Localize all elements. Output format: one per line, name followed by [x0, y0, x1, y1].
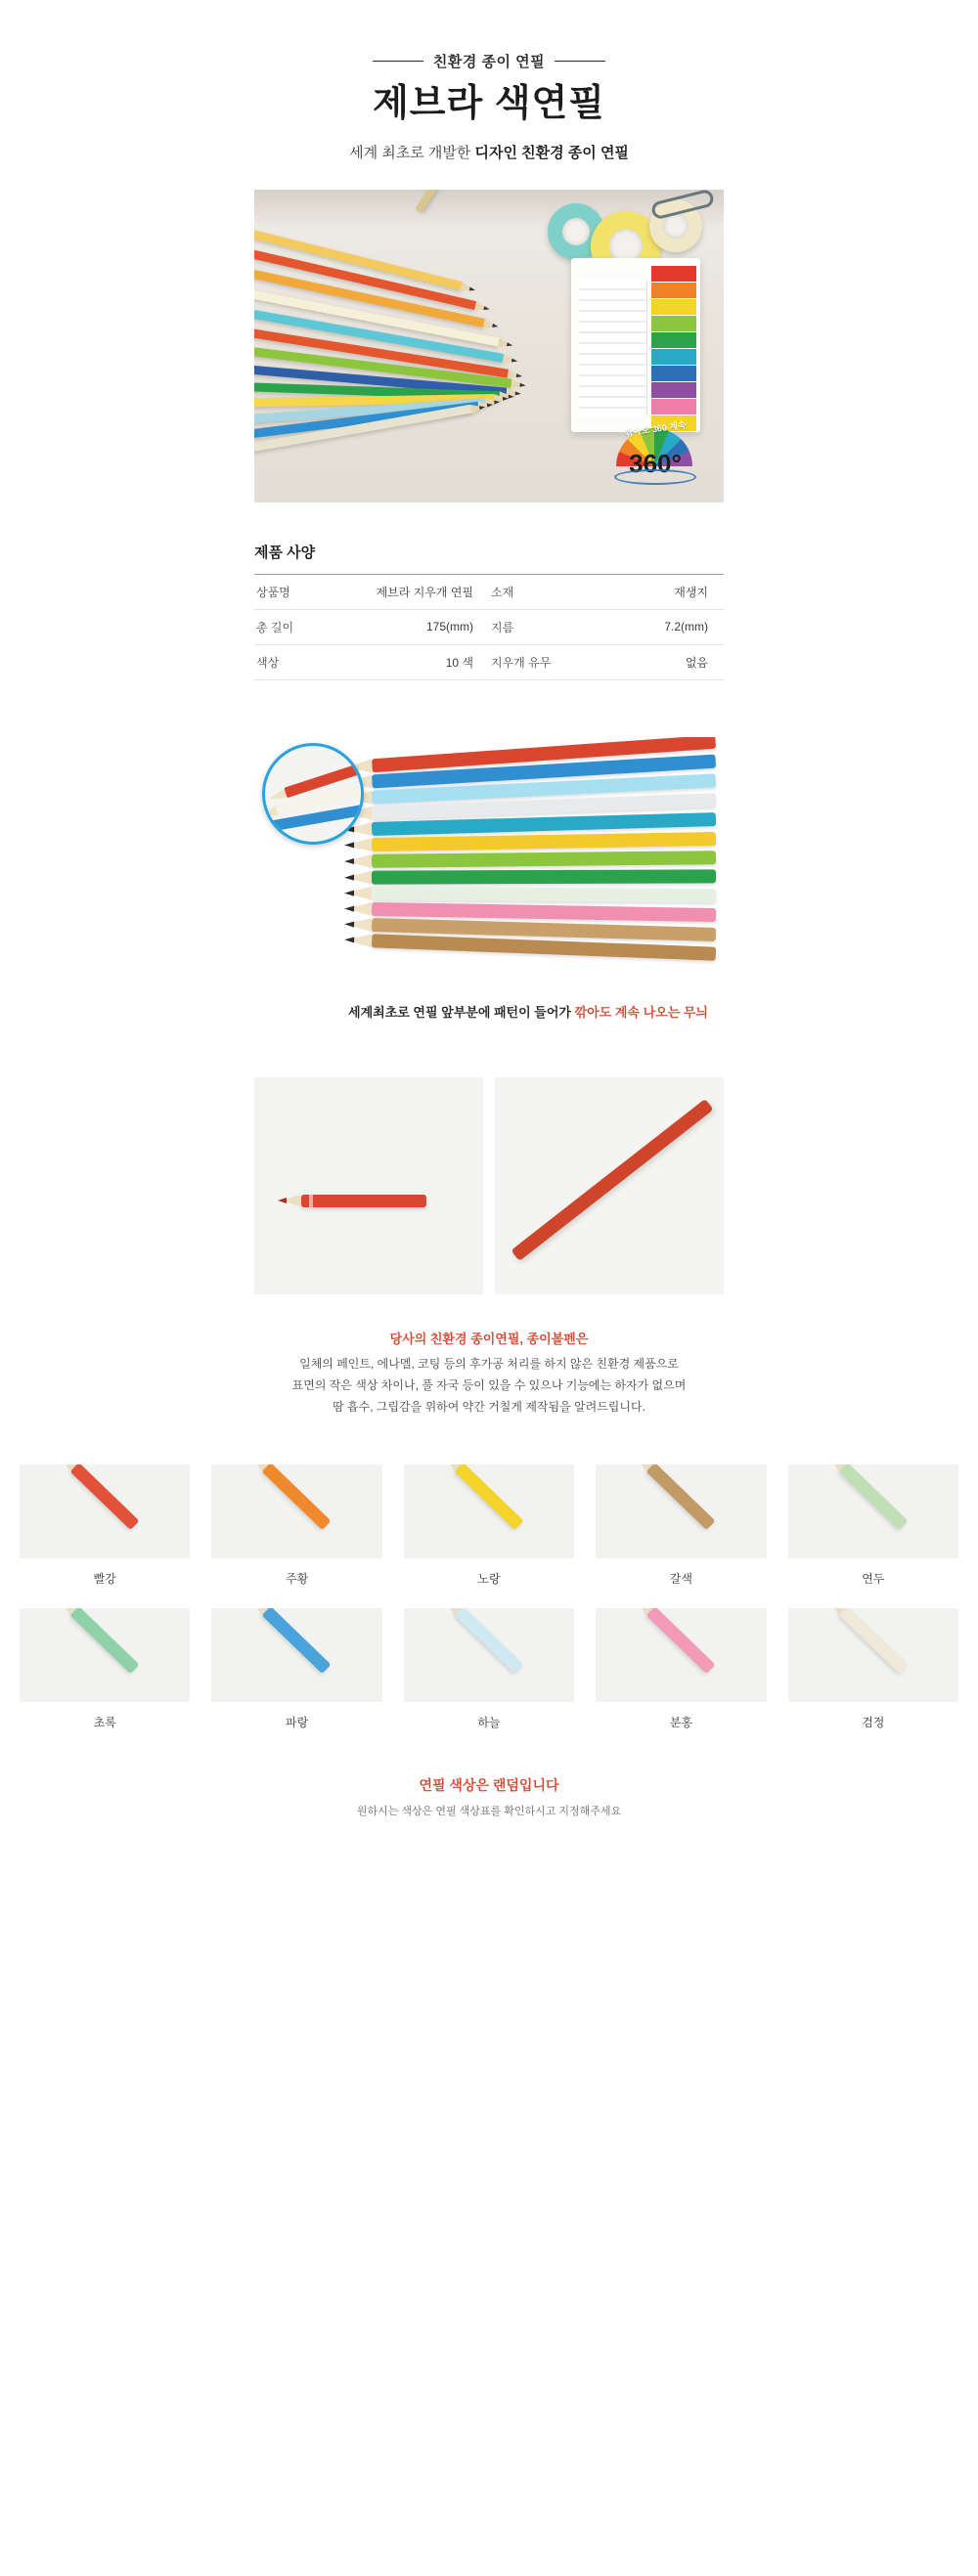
- table-row: [254, 609, 724, 644]
- eco-notice: [186, 1328, 792, 1419]
- spec-value: 제브라 지우개 연필: [376, 585, 473, 599]
- notepad-lines: [579, 280, 647, 416]
- spec-label: 색상: [256, 655, 280, 670]
- badge-360: [602, 420, 708, 493]
- spec-value: 10 색: [445, 655, 473, 670]
- spec-label: 총 길이: [256, 620, 294, 634]
- hero-image-wrapper: [254, 190, 724, 502]
- swatch-photo: [20, 1464, 190, 1558]
- rule-right: [555, 61, 605, 62]
- swatch-item[interactable]: [596, 1464, 766, 1587]
- swatch-pencil: [454, 1464, 523, 1530]
- page-header: [0, 0, 978, 162]
- swatch-pencil: [70, 1608, 140, 1674]
- swatch-pencil: [838, 1608, 908, 1674]
- swatch-item[interactable]: [788, 1608, 958, 1730]
- spec-value: 재생지: [674, 585, 708, 599]
- rule-left: [373, 61, 423, 62]
- badge-ellipse: [614, 469, 696, 485]
- spec-table: [254, 574, 724, 680]
- swatch-item[interactable]: [596, 1608, 766, 1730]
- swatch-label: 초록: [93, 1716, 116, 1730]
- detail-photo-panels: [254, 1077, 724, 1294]
- color-swatch-grid: [20, 1464, 958, 1730]
- spec-value: 7.2(mm): [664, 620, 708, 634]
- swatch-photo: [20, 1608, 190, 1702]
- notice-title-tail: 은: [575, 1331, 589, 1346]
- swatch-pencil: [646, 1464, 716, 1530]
- spec-label: 지름: [491, 620, 514, 634]
- notice-title: [186, 1328, 792, 1351]
- swatch-label: 분홍: [669, 1716, 692, 1730]
- swatch-label: 빨강: [93, 1572, 116, 1587]
- panel-full-pencil: [495, 1077, 724, 1294]
- zoom-detail-circle: [262, 743, 364, 845]
- swatch-photo: [788, 1464, 958, 1558]
- swatch-label: 주황: [286, 1572, 309, 1587]
- footer-line-1: 연필 색상은 랜덤입니다: [419, 1777, 559, 1794]
- swatch-pencil: [262, 1608, 332, 1674]
- spec-value: 175(mm): [425, 620, 473, 634]
- swatch-item[interactable]: [404, 1608, 574, 1730]
- spec-value: 없음: [685, 655, 708, 670]
- swatch-item[interactable]: [211, 1464, 381, 1587]
- footer-note: [0, 1775, 978, 1818]
- swatch-item[interactable]: [20, 1464, 190, 1587]
- swatch-pencil: [262, 1464, 332, 1530]
- spec-label: 소재: [491, 585, 514, 599]
- swatch-photo: [788, 1608, 958, 1702]
- caption-prefix: 세계최초로 연필 앞부분에 패턴이 들어가: [348, 1004, 575, 1020]
- panel-sharpened-pencil: [254, 1077, 483, 1294]
- stack-pencil: [372, 851, 716, 868]
- swatch-photo: [211, 1608, 381, 1702]
- swatch-item[interactable]: [211, 1608, 381, 1730]
- swatch-photo: [596, 1464, 766, 1558]
- page-title: 제브라 색연필: [373, 83, 605, 124]
- swatch-pencil: [646, 1608, 716, 1674]
- swatch-photo: [596, 1608, 766, 1702]
- spec-section-title: 제품 사양: [254, 544, 316, 561]
- page-subtitle: [0, 142, 978, 162]
- notice-line-3: 땀 흡수, 그립감을 위하여 약간 거칠게 제작됨을 알려드립니다.: [333, 1400, 645, 1415]
- swatch-pencil: [70, 1464, 140, 1530]
- swatch-pencil: [838, 1464, 908, 1530]
- swatch-item[interactable]: [788, 1464, 958, 1587]
- swatch-label: 하늘: [477, 1716, 501, 1730]
- stack-pencil: [372, 869, 716, 884]
- subtitle-strong: 디자인 친환경 종이 연필: [474, 144, 629, 161]
- table-row: [254, 644, 724, 679]
- notice-title-strong: 당사의 친환경 종이연필, 종이볼펜: [389, 1331, 576, 1346]
- eyebrow-line: [0, 51, 978, 71]
- eyebrow-text: 친환경 종이 연필: [432, 54, 546, 70]
- swatch-label: 파랑: [286, 1716, 309, 1730]
- swatch-label: 연두: [862, 1572, 885, 1587]
- swatch-label: 갈색: [669, 1572, 692, 1587]
- stack-pencil: [372, 886, 716, 901]
- notice-line-1: 일체의 페인트, 에나멜, 코팅 등의 후가공 처리를 하지 않은 친환경 제품으로: [299, 1356, 679, 1371]
- sticky-flag-notepad: [571, 258, 700, 432]
- swatch-label: 노랑: [477, 1572, 501, 1587]
- swatch-pencil: [454, 1608, 523, 1674]
- table-row: [254, 574, 724, 609]
- sharpened-pencil: [301, 1195, 426, 1207]
- swatch-photo: [211, 1464, 381, 1558]
- full-pencil: [511, 1099, 713, 1261]
- notice-line-2: 표면의 작은 색상 차이나, 풀 자국 등이 있을 수 있으나 기능에는 하자가 없으며: [291, 1377, 687, 1392]
- caption-highlight: 깎아도 계속 나오는 무늬: [574, 1004, 708, 1020]
- footer-line-2: 원하시는 색상은 연필 색상표를 확인하시고 지정해주세요: [356, 1806, 622, 1818]
- swatch-item[interactable]: [404, 1464, 574, 1587]
- stack-image-wrapper: [254, 737, 724, 1021]
- spec-label: 상품명: [256, 585, 290, 599]
- stack-pencil: [372, 832, 716, 851]
- swatch-photo: [404, 1608, 574, 1702]
- swatch-photo: [404, 1464, 574, 1558]
- badge-number: 360°: [629, 448, 682, 478]
- spec-label: 지우개 유무: [491, 655, 552, 670]
- badge-arc-label: 깎아도 360 계속: [623, 419, 688, 439]
- swatch-label: 검정: [862, 1716, 885, 1730]
- subtitle-prefix: 세계 최초로 개발한: [349, 144, 475, 161]
- color-flags: [651, 266, 696, 432]
- stack-caption: [254, 1002, 802, 1021]
- hero-photo: [254, 190, 724, 502]
- swatch-item[interactable]: [20, 1608, 190, 1730]
- stack-photo: [254, 737, 724, 977]
